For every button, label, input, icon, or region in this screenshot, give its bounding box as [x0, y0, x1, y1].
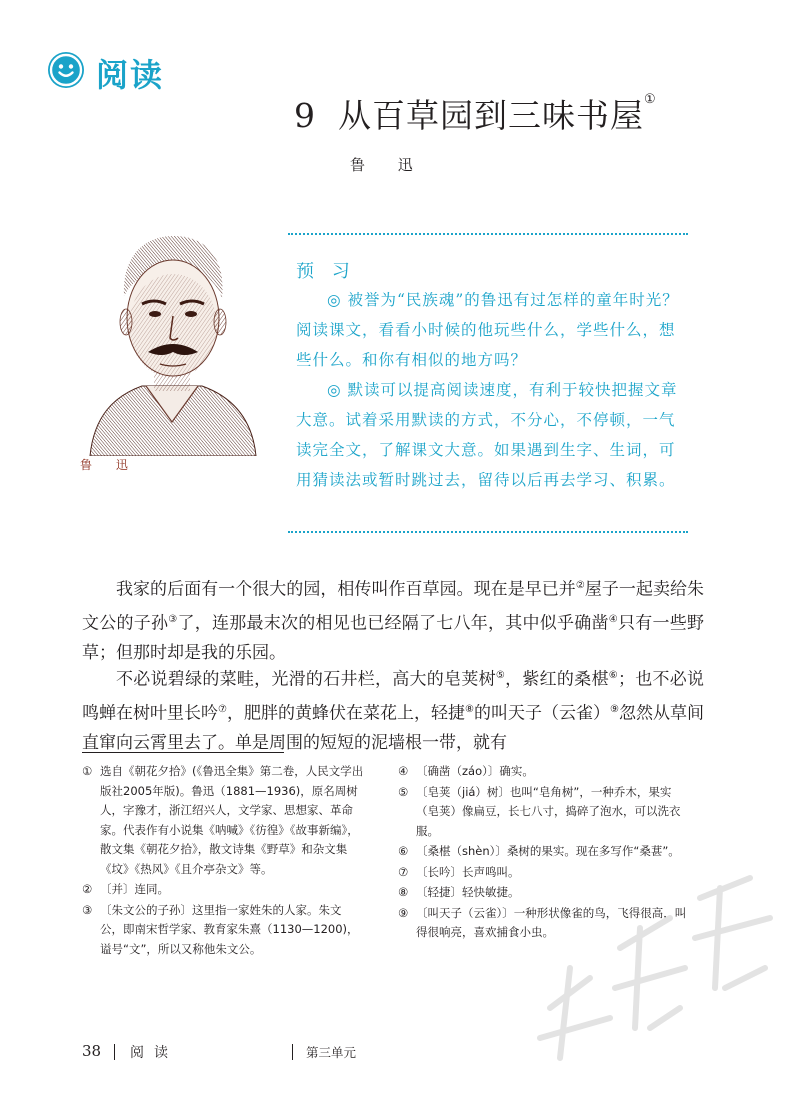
preview-item: ◎ 默读可以提高阅读速度，有利于较快把握文章大意。试着采用默读的方式，不分心，不停顿，一气读完全文，了解课文大意。如果遇到生字、生词，可用猜读法或暂时跳过去，留待以后再去学习、积累。: [296, 381, 678, 489]
lesson-number: 9: [294, 96, 316, 135]
footnote-mark: ⑧: [465, 703, 475, 715]
body-paragraph-2: 不必说碧绿的菜畦，光滑的石井栏，高大的皂荚树⑤，紫红的桑椹⑥；也不必说鸣蝉在树叶里长吟⑦，肥胖的黄蜂伏在菜花上，轻捷⑧的叫天子（云雀）⑨忽然从草间直窜向云霄里去了。单是周围的短短的泥墙根一带，就有: [82, 669, 705, 754]
footnote-mark: ⑥: [608, 670, 618, 681]
footnote-item: ① 选自《朝花夕拾》(《鲁迅全集》第二卷，人民文学出版社2005年版)。鲁迅（1881—1936)，原名周树人，字豫才，浙江绍兴人，文学家、思想家、革命家。代表作有小说集《呐喊》《彷徨》《故事新编》，散文集《朝花夕拾》，散文诗集《野草》和杂文集《坟》《热风》《且介亭杂文》等。: [82, 764, 364, 876]
footer-separator: [114, 1044, 115, 1060]
footnote-item: ⑥ 〔桑椹（shèn）〕桑树的果实。现在多写作“桑葚”。: [398, 844, 680, 858]
preview-top-divider: [288, 233, 688, 235]
footnote-item: ⑤ 〔皂荚（jiá）树〕也叫“皂角树”，一种乔木，果实（皂荚）像扁豆，长七八寸，捣碎了泡水，可以洗衣服。: [398, 784, 681, 838]
page-number: 38: [82, 1042, 102, 1060]
preview-bottom-divider: [288, 531, 688, 533]
footnote-mark: ③: [168, 613, 178, 625]
footnote-item: ⑧ 〔轻捷〕轻快敏捷。: [398, 885, 520, 899]
section-label: 阅读: [96, 56, 165, 94]
footnote-mark: ⑨: [610, 703, 620, 715]
watermark-graphic: [520, 858, 790, 1108]
footnote-mark: ⑦: [218, 703, 227, 715]
footnote-mark: ④: [608, 613, 618, 625]
title-footnote-mark: ①: [644, 92, 657, 107]
lesson-title-text: 从百草园到三味书屋: [338, 96, 644, 135]
footer-separator: [292, 1044, 293, 1060]
footnote-item: ② 〔并〕连同。: [82, 882, 169, 896]
preview-item: ◎ 被誉为“民族魂”的鲁迅有过怎样的童年时光？阅读课文，看看小时候的他玩些什么，学些什么，想些什么。和你有相似的地方吗？: [296, 291, 679, 369]
footer-unit: 第三单元: [306, 1045, 357, 1060]
body-paragraph-1: 我家的后面有一个很大的园，相传叫作百草园。现在是早已并②屋子一起卖给朱文公的子孙③了，连那最末次的相见也已经隔了七八年，其中似乎确凿④只有一些野草；但那时却是我的乐园。: [82, 579, 705, 664]
footnote-item: ⑦ 〔长吟〕长声鸣叫。: [398, 864, 520, 879]
footnote-item: ⑨ 〔叫天子（云雀）〕一种形状像雀的鸟，飞得很高，叫得很响亮，喜欢捕食小虫。: [398, 905, 687, 939]
preview-heading: 预 习: [296, 261, 356, 282]
lesson-title: [294, 90, 657, 137]
footnotes-left: [82, 762, 364, 960]
portrait-caption: 鲁 迅: [80, 458, 138, 472]
author-name: 鲁 迅: [350, 156, 427, 174]
footnote-item: ③ 〔朱文公的子孙〕这里指一家姓朱的人家。朱文公，即南宋哲学家、教育家朱熹（1130—1200)，谥号“文”，所以又称他朱文公。: [82, 902, 359, 956]
portrait-image: [84, 226, 260, 456]
smile-icon: [48, 52, 84, 88]
footer-section: 阅读: [130, 1045, 178, 1061]
footnote-divider: [82, 752, 284, 753]
footnote-mark: ⑤: [495, 670, 506, 681]
footnote-item: ④ 〔确凿（záo）〕确实。: [398, 764, 534, 778]
footnote-mark: ②: [575, 580, 585, 591]
